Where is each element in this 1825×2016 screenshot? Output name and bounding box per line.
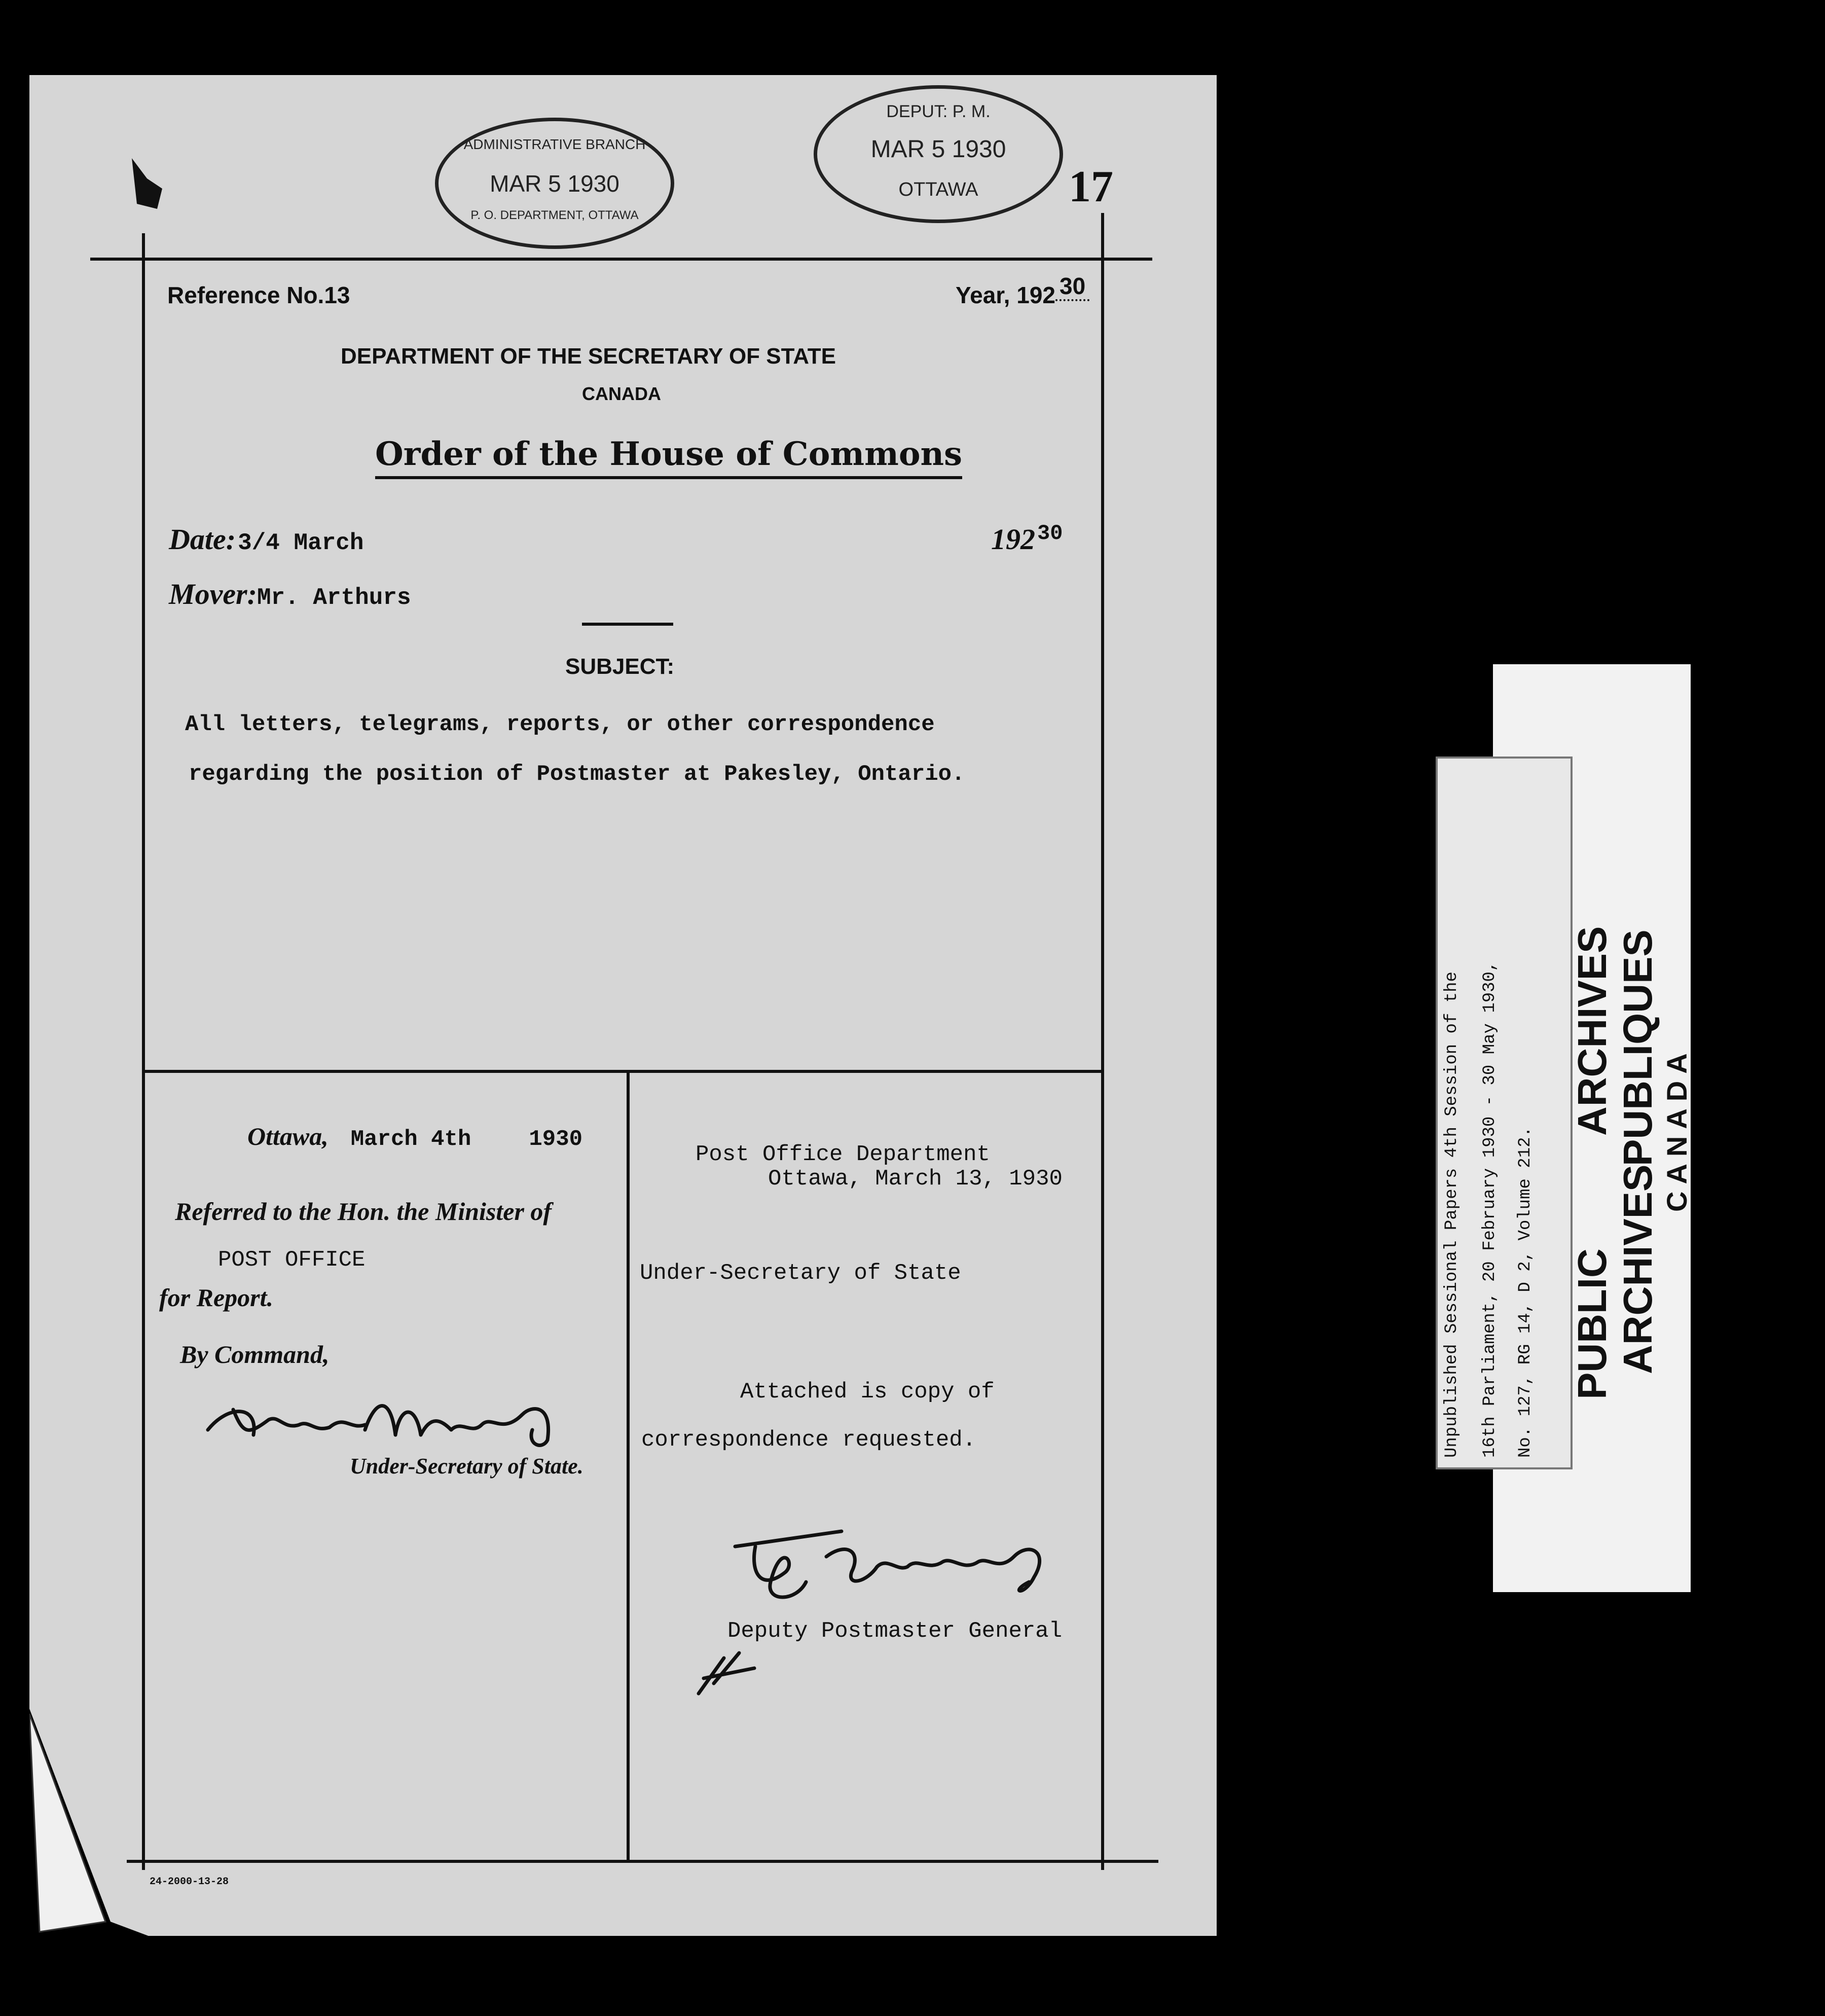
administrative-branch-stamp	[435, 118, 674, 249]
deputy-title: Deputy Postmaster General	[727, 1618, 1063, 1644]
year-label: Year, 192	[956, 282, 1055, 308]
minister-name: POST OFFICE	[218, 1247, 366, 1273]
subject-line-1: All letters, telegrams, reports, or other correspondence	[185, 712, 935, 737]
post-office-date: Ottawa, March 13, 1930	[768, 1166, 1063, 1192]
stamp-publiques: PUBLIQUES	[1615, 929, 1660, 1166]
stamp-public: PUBLIC	[1570, 1248, 1615, 1399]
middle-rule	[142, 1070, 1104, 1073]
order-title: Order of the House of Commons	[375, 435, 962, 479]
year-prefix: 192	[991, 523, 1035, 556]
citation-line-3: No. 127, RG 14, D 2, Volume 212.	[1516, 1127, 1535, 1458]
mover-value: Mr. Arthurs	[257, 585, 411, 611]
corner-mark-icon	[127, 158, 167, 214]
subject-line-2: regarding the position of Postmaster at Pakesley, Ontario.	[189, 762, 965, 787]
header-year	[956, 273, 1089, 309]
date-line	[169, 522, 364, 556]
addressee: Under-Secretary of State	[640, 1261, 961, 1286]
post-office-dept: Post Office Department	[696, 1142, 990, 1167]
referral-date: March 4th	[350, 1127, 471, 1152]
date-value: 3/4 March	[238, 530, 364, 556]
date-year	[991, 522, 1063, 556]
stamp-top-text: ADMINISTRATIVE BRANCH	[463, 136, 646, 152]
stamp-archives: ARCHIVES	[1570, 926, 1615, 1136]
reference-value: 13	[324, 282, 350, 308]
deputy-postmaster-signature	[725, 1511, 1100, 1612]
year-suffix: 30	[1037, 521, 1063, 546]
panel-divider	[627, 1070, 630, 1861]
body-line-2: correspondence requested.	[641, 1427, 976, 1453]
form-number: 24-2000-13-28	[150, 1876, 229, 1888]
under-secretary-signature	[198, 1384, 603, 1455]
deputy-pm-stamp	[814, 85, 1063, 223]
mover-label: Mover:	[169, 578, 257, 610]
stamp-date: MAR 5 1930	[870, 136, 1006, 163]
for-report: for Report.	[159, 1283, 273, 1312]
stamp-top-text: DEPUT: P. M.	[886, 102, 991, 121]
body-line-1: Attached is copy of	[740, 1379, 995, 1405]
citation-line-1: Unpublished Sessional Papers 4th Session of the	[1442, 971, 1462, 1458]
department-title: DEPARTMENT OF THE SECRETARY OF STATE	[341, 344, 836, 369]
right-rule	[1101, 213, 1104, 1870]
date-label: Date:	[169, 523, 236, 556]
city: Ottawa,	[247, 1122, 328, 1150]
by-command: By Command,	[180, 1340, 330, 1369]
country: CANADA	[582, 383, 661, 404]
subject-label: SUBJECT:	[565, 654, 675, 679]
page-number: 17	[1069, 162, 1113, 211]
left-rule	[142, 233, 145, 1870]
stamp-date: MAR 5 1930	[490, 170, 619, 197]
citation-line-2: 16th Parliament, 20 February 1930 - 30 May 1930,	[1480, 961, 1500, 1458]
top-rule	[90, 258, 1152, 261]
year-suffix: 30	[1055, 273, 1089, 301]
referral-year: 1930	[529, 1127, 583, 1152]
referral-date-line	[247, 1122, 582, 1152]
referred-line: Referred to the Hon. the Minister of	[175, 1197, 552, 1226]
short-rule	[582, 623, 673, 626]
bottom-rule	[127, 1860, 1158, 1863]
stamp-bottom-text: P. O. DEPARTMENT, OTTAWA	[470, 208, 639, 222]
reference-number	[167, 281, 350, 309]
stamp-bottom-text: OTTAWA	[898, 179, 978, 200]
mover-line	[169, 577, 411, 611]
reference-label: Reference No.	[167, 282, 324, 308]
signature-title: Under-Secretary of State.	[350, 1454, 583, 1479]
initials-mark-icon	[694, 1648, 764, 1699]
folded-corner	[29, 1709, 151, 1937]
stamp-archives-fr: ARCHIVES	[1615, 1164, 1660, 1374]
stamp-canada: CANADA	[1661, 1046, 1693, 1212]
